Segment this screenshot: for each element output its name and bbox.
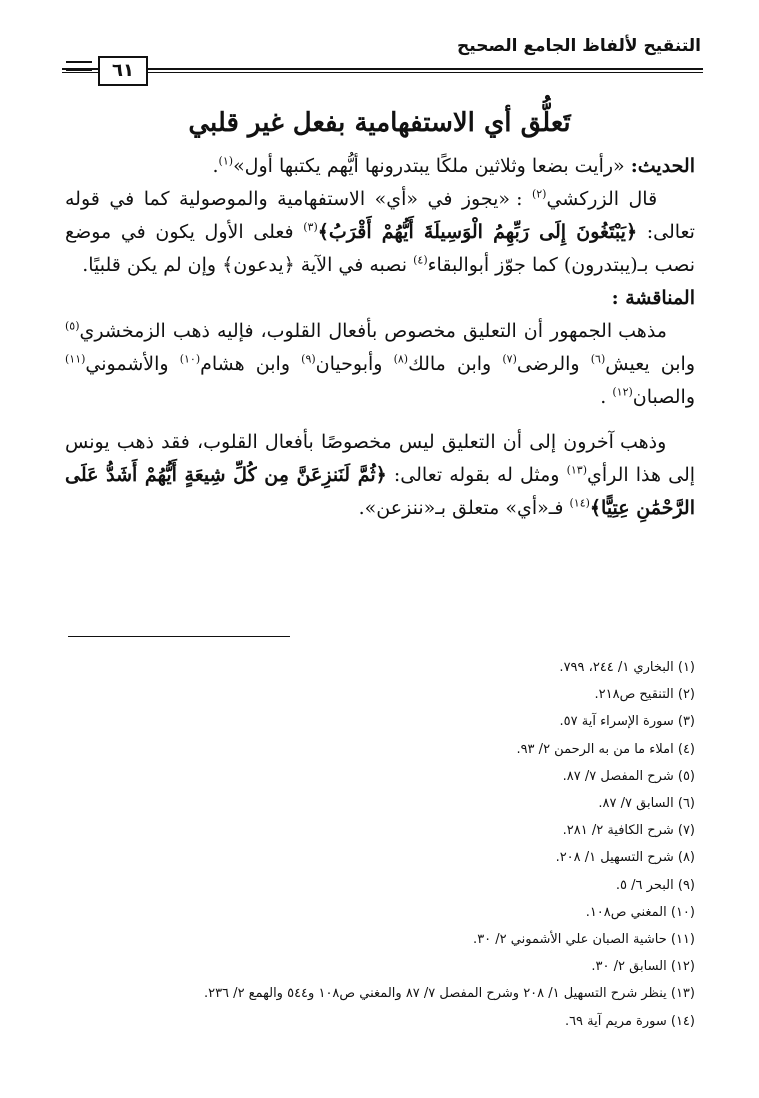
footnote: (١١) حاشية الصبان علي الأشموني ٢/ ٣٠.: [473, 932, 695, 948]
footnote: (٥) شرح المفصل ٧/ ٨٧.: [562, 768, 695, 784]
majority-text-f: وابن هشام: [200, 353, 290, 375]
hadith-text: «رأيت بضعا وثلاثين ملكًا يبتدرونها أيُّهم يكتبها أول»: [233, 155, 625, 177]
footnote: (٤) املاء ما من به الرحمن ٢/ ٩٣.: [516, 741, 695, 757]
footnote-ref-6: (٦): [590, 352, 606, 366]
header-rule: [62, 68, 703, 70]
paragraph-gap: [65, 414, 695, 426]
running-title: التنقيح لألفاظ الجامع الصحيح: [457, 36, 701, 56]
zarkashi-text-3: نصبه في الآية ﴿يدعون﴾ وإن لم يكن قلبيًا.: [82, 254, 408, 276]
footnote-ref-1: (١): [218, 154, 234, 168]
others-paragraph: [65, 426, 695, 525]
quran-verse-2: ﴿ثُمَّ لَنَنزِعَنَّ مِن كُلِّ شِيعَةٍ أَيُّهُمْ أَشَدُّ عَلَى الرَّحْمَٰنِ عِتِيًّا﴾: [65, 464, 695, 519]
header-ornament: [66, 61, 92, 71]
others-text-b: ومثل له بقوله تعالى:: [393, 464, 560, 486]
footnote-ref-3: (٣): [303, 220, 318, 234]
majority-text-a: مذهب الجمهور أن التعليق مخصوص بأفعال القلوب، فإليه ذهب الزمخشري: [79, 320, 667, 342]
footnote-ref-4: (٤): [413, 253, 428, 267]
footnote: (١٢) السابق ٢/ ٣٠.: [591, 959, 695, 975]
footnote-ref-5: (٥): [65, 319, 80, 333]
majority-text-h: والصبان: [632, 386, 695, 408]
footnote-ref-9: (٩): [301, 352, 316, 366]
zarkashi-text-2: فعلى الأول يكون في موضع نصب بـ(يبتدرون) كما جوّز أبوالبقاء: [65, 221, 695, 276]
footnote-ref-2: (٢): [531, 187, 547, 201]
others-text-c: فـ«أي» متعلق بـ«ننزعن».: [358, 497, 564, 519]
footnotes: [65, 654, 695, 1035]
footnote: (٦) السابق ٧/ ٨٧.: [598, 796, 695, 812]
majority-text-end: .: [600, 386, 607, 408]
footnote: (١٤) سورة مريم آية ٦٩.: [564, 1013, 695, 1029]
footnote: (٨) شرح التسهيل ١/ ٢٠٨.: [555, 850, 695, 866]
quran-verse-1: ﴿يَبْتَغُونَ إِلَى رَبِّهِمُ الْوَسِيلَةَ أَيُّهُمْ أَقْرَبُ﴾: [317, 221, 638, 243]
footnote: (١٣) ينظر شرح التسهيل ١/ ٢٠٨ وشرح المفصل ٧/ ٨٧ والمغني ص١٠٨ و٥٤٤ والهمع ٢/ ٢٣٦.: [203, 986, 695, 1002]
footnote-ref-7: (٧): [502, 352, 517, 366]
footnote: (١٠) المغني ص١٠٨.: [585, 904, 695, 920]
majority-text-b: وابن يعيش: [605, 353, 695, 375]
footnote: (٩) البحر ٦/ ٥.: [615, 877, 695, 893]
hadith-label: الحديث:: [630, 155, 695, 177]
majority-paragraph: [65, 315, 695, 414]
section-heading: تَعلُّق أي الاستفهامية بفعل غير قلبي: [188, 108, 571, 138]
header-rule-thin: [62, 72, 703, 73]
footnote: (١) البخاري ١/ ٢٤٤، ٧٩٩.: [559, 660, 695, 675]
majority-text-c: والرضى: [516, 353, 580, 375]
majority-text-g: والأشموني: [85, 353, 169, 375]
others-text-a: وذهب آخرون إلى أن التعليق ليس مخصوصًا بأفعال القلوب، فقد ذهب يونس إلى هذا الرأي: [65, 431, 696, 486]
zarkashi-text-1: : «يجوز في «أي» الاستفهامية والموصولية كما في قوله تعالى:: [65, 188, 695, 243]
zarkashi-paragraph: [65, 183, 695, 282]
footnote-ref-14: (١٤): [569, 496, 590, 510]
footnote: (٢) التنقيح ص٢١٨.: [594, 687, 695, 703]
hadith-paragraph: الحديث: «رأيت بضعا وثلاثين ملكًا يبتدرونها أيُّهم يكتبها أول»$^{(١)}$.: [212, 154, 695, 177]
zarkashi-intro: قال الزركشي: [546, 188, 658, 210]
footnote-separator: [68, 636, 290, 637]
majority-text-e: وأبوحيان: [315, 353, 383, 375]
page-number: ٦١: [98, 56, 148, 86]
main-text: [65, 150, 695, 525]
footnote-ref-11: (١١): [65, 352, 86, 366]
discussion-label: المناقشة :: [611, 287, 695, 309]
majority-text-d: وابن مالك: [408, 353, 492, 375]
footnote: (٣) سورة الإسراء آية ٥٧.: [559, 714, 695, 730]
footnote-ref-12: (١٢): [612, 385, 633, 399]
footnote: (٧) شرح الكافية ٢/ ٢٨١.: [562, 823, 695, 839]
footnote-ref-10: (١٠): [179, 352, 201, 366]
footnote-ref-13: (١٣): [566, 463, 587, 477]
footnote-ref-8: (٨): [393, 352, 409, 366]
